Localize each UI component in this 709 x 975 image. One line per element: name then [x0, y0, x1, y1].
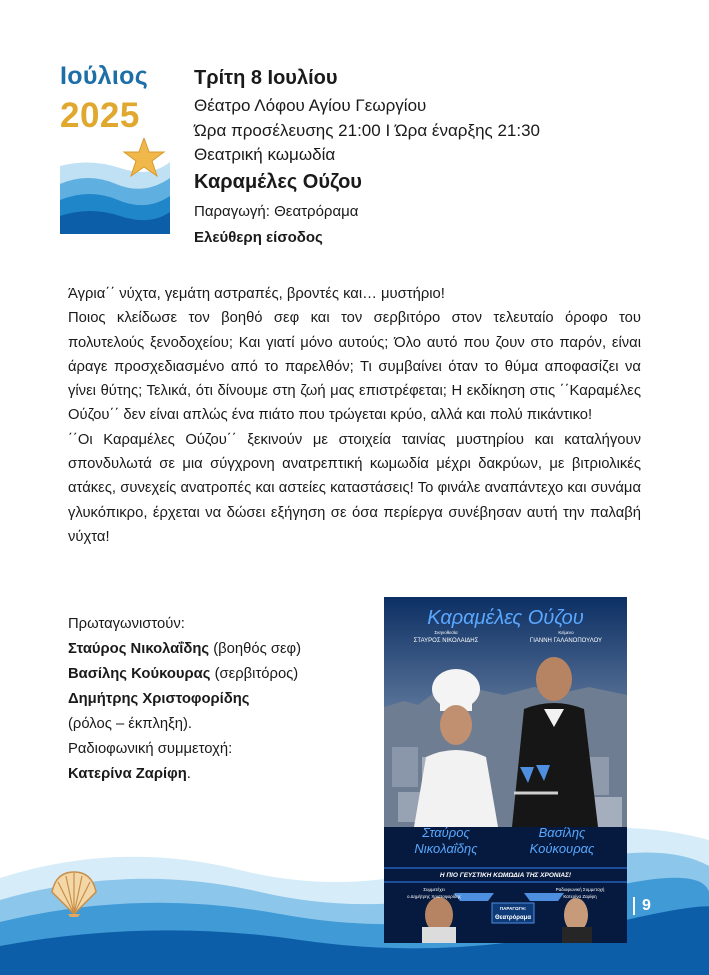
radio-heading: Ραδιοφωνική συμμετοχή: — [68, 741, 233, 757]
cast-role: (βοηθός σεφ) — [213, 641, 302, 657]
seashell-icon — [48, 870, 100, 918]
event-title: Καραμέλες Ούζου — [194, 170, 362, 193]
logo-year: 2025 — [60, 96, 140, 135]
poster-title: Καραμέλες Ούζου — [427, 607, 584, 629]
poster-participation-name: ο Δημήτρης Χριστοφορίδης — [406, 894, 462, 899]
poster-actor1-first: Σταύρος — [422, 825, 470, 840]
event-info — [194, 64, 674, 250]
description-paragraph: Ποιος κλείδωσε τον βοηθό σεφ και τον σερβιτόρο στον τελευταίο όροφο του πολυτελούς ξενοδοχείου; Και γιατί μόνο αυτούς; Όλο αυτό που ζουν στο παρόν, είναι άραγε προσχεδιασμένο από το παρελθόν; Τι συμβαίνει όταν το θύμα αποφασίζει να γίνει θύτης; Τελικά, ότι δίνουμε στη ζωή μας επιστρέφεται; Η εκδίκηση στις ΄΄Καραμέλες Ούζου΄΄ δεν είναι απλώς ένα πιάτο που τρώγεται κρύο, αλλά και πολύ πικάντικο! — [68, 310, 641, 424]
poster-writer: ΓΙΑΝΝΗ ΓΑΛΑΝΟΠΟΥΛΟΥ — [529, 638, 603, 644]
starfish-waves-logo-icon — [60, 138, 170, 234]
poster-director: ΣΤΑΥΡΟΣ ΝΙΚΟΛΑΙΔΗΣ — [413, 638, 479, 644]
cast-member — [68, 662, 368, 687]
description-paragraph: ΄΄Οι Καραμέλες Ούζου΄΄ ξεκινούν με στοιχεία ταινίας μυστηρίου και καταλήγουν σπονδυλωτά σε μια σύγχρονη ανατρεπτική κωμωδία μέχρι δακρύων, με βιτριολικές ατάκες, συνεχείς ανατροπές και αστείες καταστάσεις! Το φινάλε αναπάντεχο και συνάμα γλυκόπικρο, έρχεται να δώσει εξήγηση σε όσα περίεργα συνέβησαν αυτή την παλαβή νύχτα! — [68, 431, 641, 545]
cast-extra-role: (ρόλος – έκπληξη). — [68, 716, 193, 732]
cast-list — [68, 612, 368, 787]
radio-name: Κατερίνα Ζαρίφη — [68, 766, 187, 782]
event-date: Τρίτη 8 Ιουλίου — [194, 67, 338, 89]
poster-radio-name: Κατερίνα Ζαρίφη — [563, 894, 597, 899]
event-times: Ώρα προσέλευσης 21:00 Ι Ώρα έναρξης 21:30 — [194, 120, 541, 140]
poster-tagline: Η ΠΙΟ ΓΕΥΣΤΙΚΗ ΚΩΜΩΔΙΑ ΤΗΣ ΧΡΟΝΙΑΣ! — [439, 872, 572, 879]
poster-radio-label: Ραδιοφωνική Συμμετοχή — [555, 887, 605, 892]
event-genre: Θεατρική κωμωδία — [194, 145, 336, 164]
poster-actor2-first: Βασίλης — [538, 825, 586, 840]
poster-direction-label: Σκηνοθεσία — [434, 630, 458, 635]
cast-name: Δημήτρης Χριστοφορίδης — [68, 691, 250, 707]
poster-participation-label: Συμμετέχει — [423, 887, 445, 892]
event-poster — [384, 597, 627, 943]
event-admission: Ελεύθερη είσοδος — [194, 228, 323, 246]
cast-member — [68, 637, 368, 662]
event-venue: Θέατρο Λόφου Αγίου Γεωργίου — [194, 96, 427, 115]
cast-name: Βασίλης Κούκουρας — [68, 666, 211, 682]
event-description — [68, 282, 641, 549]
logo-month: Ιούλιος — [60, 62, 148, 90]
poster-writer-label: Κείμενο — [558, 630, 574, 635]
poster-production-name: Θεατρόραμα — [494, 915, 532, 921]
cast-heading: Πρωταγωνιστούν: — [68, 616, 185, 632]
poster-production-label: ΠΑΡΑΓΩΓΗ: — [499, 906, 527, 911]
radio-participant: Κατερίνα Ζαρίφη. — [68, 766, 191, 782]
cast-name: Σταύρος Νικολαΐδης — [68, 641, 210, 657]
description-paragraph: Άγρια΄΄ νύχτα, γεμάτη αστραπές, βροντές και… μυστήριο! — [68, 286, 445, 302]
cast-role: (σερβιτόρος) — [214, 666, 299, 682]
poster-actor2-last: Κούκουρας — [529, 841, 595, 856]
event-production: Παραγωγή: Θεατρόραμα — [194, 202, 359, 220]
cast-member — [68, 687, 368, 712]
page-number: 9 — [633, 897, 651, 915]
poster-actor1-last: Νικολαΐδης — [414, 841, 478, 856]
